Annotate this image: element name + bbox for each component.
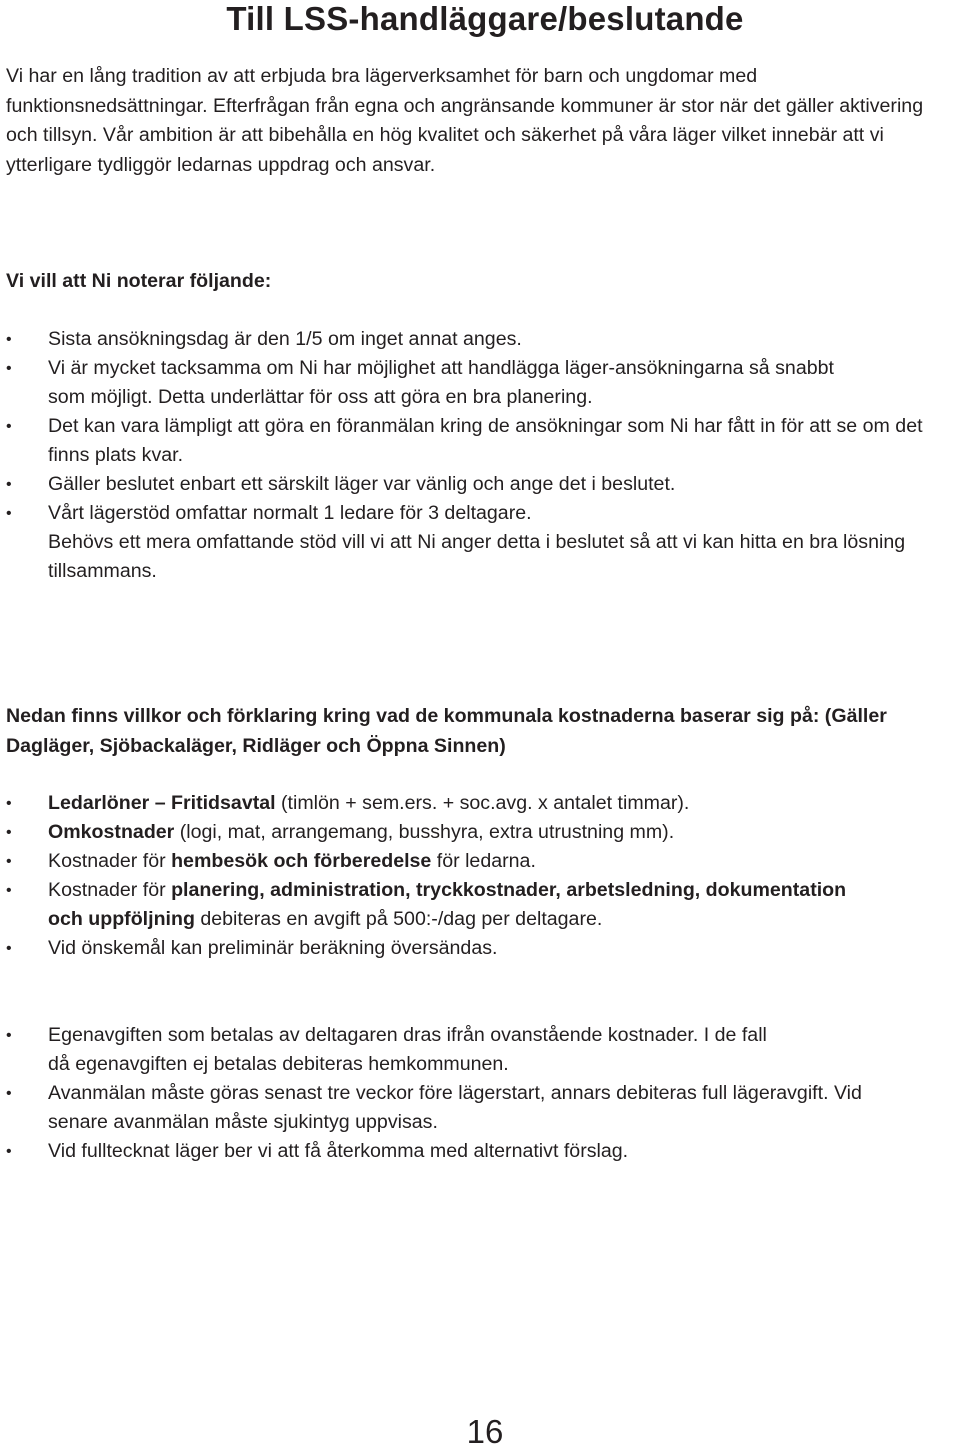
list-item xyxy=(6,818,956,847)
list-item xyxy=(6,1137,956,1166)
list-item-text: Vid fulltecknat läger ber vi att få återkomma med alternativt förslag. xyxy=(48,1140,629,1162)
terms-list xyxy=(6,1021,956,1166)
list-item-continuation: Behövs ett mera omfattande stöd vill vi att Ni anger detta i beslutet så att vi kan hitta en bra lösning tillsammans. xyxy=(48,531,906,582)
notice-heading: Vi vill att Ni noterar följande: xyxy=(6,270,272,292)
page-number: 16 xyxy=(466,1413,504,1450)
bullet-icon: • xyxy=(6,940,12,957)
list-item xyxy=(6,499,956,586)
bullet-icon: • xyxy=(6,795,12,812)
list-item-text: (logi, mat, arrangemang, busshyra, extra utrustning mm). xyxy=(174,821,675,843)
cost-list xyxy=(6,789,956,963)
list-item-emphasis: Omkostnader xyxy=(48,821,175,843)
cost-heading: Nedan finns villkor och förklaring kring vad de kommunala kostnaderna baserar sig på: (Gäller Dagläger, Sjöbackaläger, Ridläger och Öppna Sinnen) xyxy=(6,705,887,757)
bullet-icon: • xyxy=(6,1027,12,1044)
bullet-icon: • xyxy=(6,360,12,377)
list-item-text: Vårt lägerstöd omfattar normalt 1 ledare för 3 deltagare. xyxy=(48,502,532,524)
list-item-text: Vid önskemål kan preliminär beräkning översändas. xyxy=(48,937,498,959)
list-item-text: Vi är mycket tacksamma om Ni har möjlighet att handlägga läger-ansökningarna så snabbt som möjligt. Detta underlättar för oss att göra en bra planering. xyxy=(48,357,834,408)
list-item xyxy=(6,789,956,818)
list-item-text: Gäller beslutet enbart ett särskilt läger var vänlig och ange det i beslutet. xyxy=(48,473,676,495)
list-item xyxy=(6,354,956,412)
list-item-text: Avanmälan måste göras senast tre veckor före lägerstart, annars debiteras full lägeravgift. Vid senare avanmälan måste sjukintyg uppvisas. xyxy=(48,1082,862,1133)
list-item-text: Sista ansökningsdag är den 1/5 om inget annat anges. xyxy=(48,328,522,350)
list-item xyxy=(6,412,956,470)
bullet-icon: • xyxy=(6,418,12,435)
list-item xyxy=(6,876,878,934)
list-item xyxy=(6,1079,878,1137)
list-item-text: (timlön + sem.ers. + soc.avg. x antalet timmar). xyxy=(275,792,690,814)
bullet-icon: • xyxy=(6,824,12,841)
list-item-prefix: Kostnader för xyxy=(48,879,172,901)
list-item-emphasis: planering, administration, tryckkostnader, arbetsledning, dokumentation och uppföljning xyxy=(48,879,847,930)
list-item xyxy=(6,470,956,499)
list-item-emphasis: hembesök och förberedelse xyxy=(171,850,432,872)
list-item xyxy=(6,1021,778,1079)
list-item xyxy=(6,325,956,354)
intro-paragraph: Vi har en lång tradition av att erbjuda bra lägerverksamhet för barn och ungdomar med funktionsnedsättningar. Efterfrågan från egna och angränsande kommuner är stor när det gäller aktivering och tillsyn. Vår ambition är att bibehålla en hög kvalitet och säkerhet på våra läger vilket innebär att vi ytterligare tydliggör ledarnas uppdrag och ansvar. xyxy=(6,65,924,176)
list-item-text: debiteras en avgift på 500:-/dag per deltagare. xyxy=(194,908,603,930)
list-item-text: Det kan vara lämpligt att göra en föranmälan kring de ansökningar som Ni har fått in för att se om det finns plats kvar. xyxy=(48,415,923,466)
list-item-text: Egenavgiften som betalas av deltagaren dras ifrån ovanstående kostnader. I de fall då egenavgiften ej betalas debiteras hemkommunen. xyxy=(48,1024,767,1075)
bullet-icon: • xyxy=(6,1085,12,1102)
bullet-icon: • xyxy=(6,331,12,348)
bullet-icon: • xyxy=(6,1143,12,1160)
list-item xyxy=(6,934,956,963)
bullet-icon: • xyxy=(6,476,12,493)
bullet-icon: • xyxy=(6,853,12,870)
list-item-emphasis: Ledarlöner – Fritidsavtal xyxy=(48,792,276,814)
bullet-icon: • xyxy=(6,505,12,522)
list-item xyxy=(6,847,956,876)
list-item-text: för ledarna. xyxy=(431,850,536,872)
list-item-prefix: Kostnader för xyxy=(48,850,172,872)
notice-list xyxy=(6,325,956,586)
page-title: Till LSS-handläggare/beslutande xyxy=(226,0,744,37)
bullet-icon: • xyxy=(6,882,12,899)
